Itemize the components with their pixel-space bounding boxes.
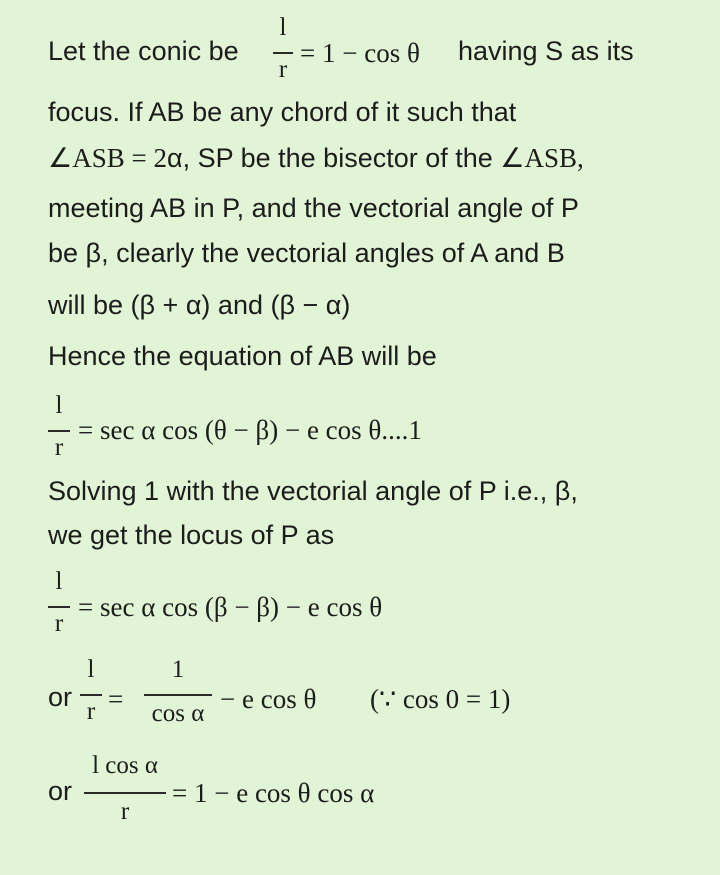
text-bisector: α, SP be the bisector of the (166, 143, 493, 173)
eq3-or: or (48, 682, 73, 712)
fraction-bar (144, 694, 212, 696)
eq1-fraction (48, 392, 70, 464)
eq4-fraction (84, 752, 166, 830)
eq4-rhs: = 1 − e cos θ cos α (172, 778, 375, 808)
text-let-conic: Let the conic be (48, 36, 239, 66)
numerator: l (279, 14, 287, 41)
eq3-denominator-2: cos α (151, 700, 205, 727)
eq3-equals: = (108, 684, 124, 714)
eq3-note: (∵ cos 0 = 1) (370, 684, 511, 714)
line-4: meeting AB in P, and the vectorial angle of P (48, 193, 579, 223)
fraction-bar (80, 694, 102, 696)
line-1 (48, 36, 239, 67)
line-7: Hence the equation of AB will be (48, 341, 437, 371)
fraction-bar (84, 792, 166, 794)
angle-asb-2: ∠ASB = 2 (48, 143, 167, 173)
eq2-denominator: r (54, 610, 64, 637)
equation-conic: = 1 − cos θ (300, 38, 420, 68)
line-9: we get the locus of P as (48, 520, 335, 550)
eq3-rhs: − e cos θ (220, 684, 317, 714)
eq4-or: or (48, 776, 73, 806)
eq2-rhs: = sec α cos (β − β) − e cos θ (78, 592, 383, 622)
text-having-s: having S as its (458, 36, 634, 66)
denominator: r (278, 56, 288, 83)
eq2-fraction (48, 568, 70, 640)
eq3-numerator-1: l (87, 656, 95, 683)
eq2-numerator: l (55, 568, 63, 595)
line-3 (48, 143, 584, 174)
eq4-denominator: r (120, 798, 130, 825)
eq3-denominator-1: r (86, 698, 96, 725)
line-8: Solving 1 with the vectorial angle of P i.e., β, (48, 476, 578, 506)
line-5: be β, clearly the vectorial angles of A and B (48, 238, 565, 268)
fraction-bar (273, 52, 293, 54)
line-6: will be (β + α) and (β − α) (48, 290, 351, 320)
eq1-denominator: r (54, 434, 64, 461)
angle-asb: ∠ASB, (500, 143, 584, 173)
eq4-numerator: l cos α (92, 752, 158, 779)
eq3-fraction-l-r (80, 656, 102, 728)
fraction-bar (48, 606, 70, 608)
eq1-rhs: = sec α cos (θ − β) − e cos θ....1 (78, 415, 422, 445)
eq3-fraction-1-cos (144, 656, 212, 734)
fraction-l-over-r (273, 14, 293, 86)
eq1-numerator: l (55, 392, 63, 419)
line-2: focus. If AB be any chord of it such that (48, 97, 517, 127)
eq3-numerator-2: 1 (171, 656, 185, 683)
fraction-bar (48, 430, 70, 432)
